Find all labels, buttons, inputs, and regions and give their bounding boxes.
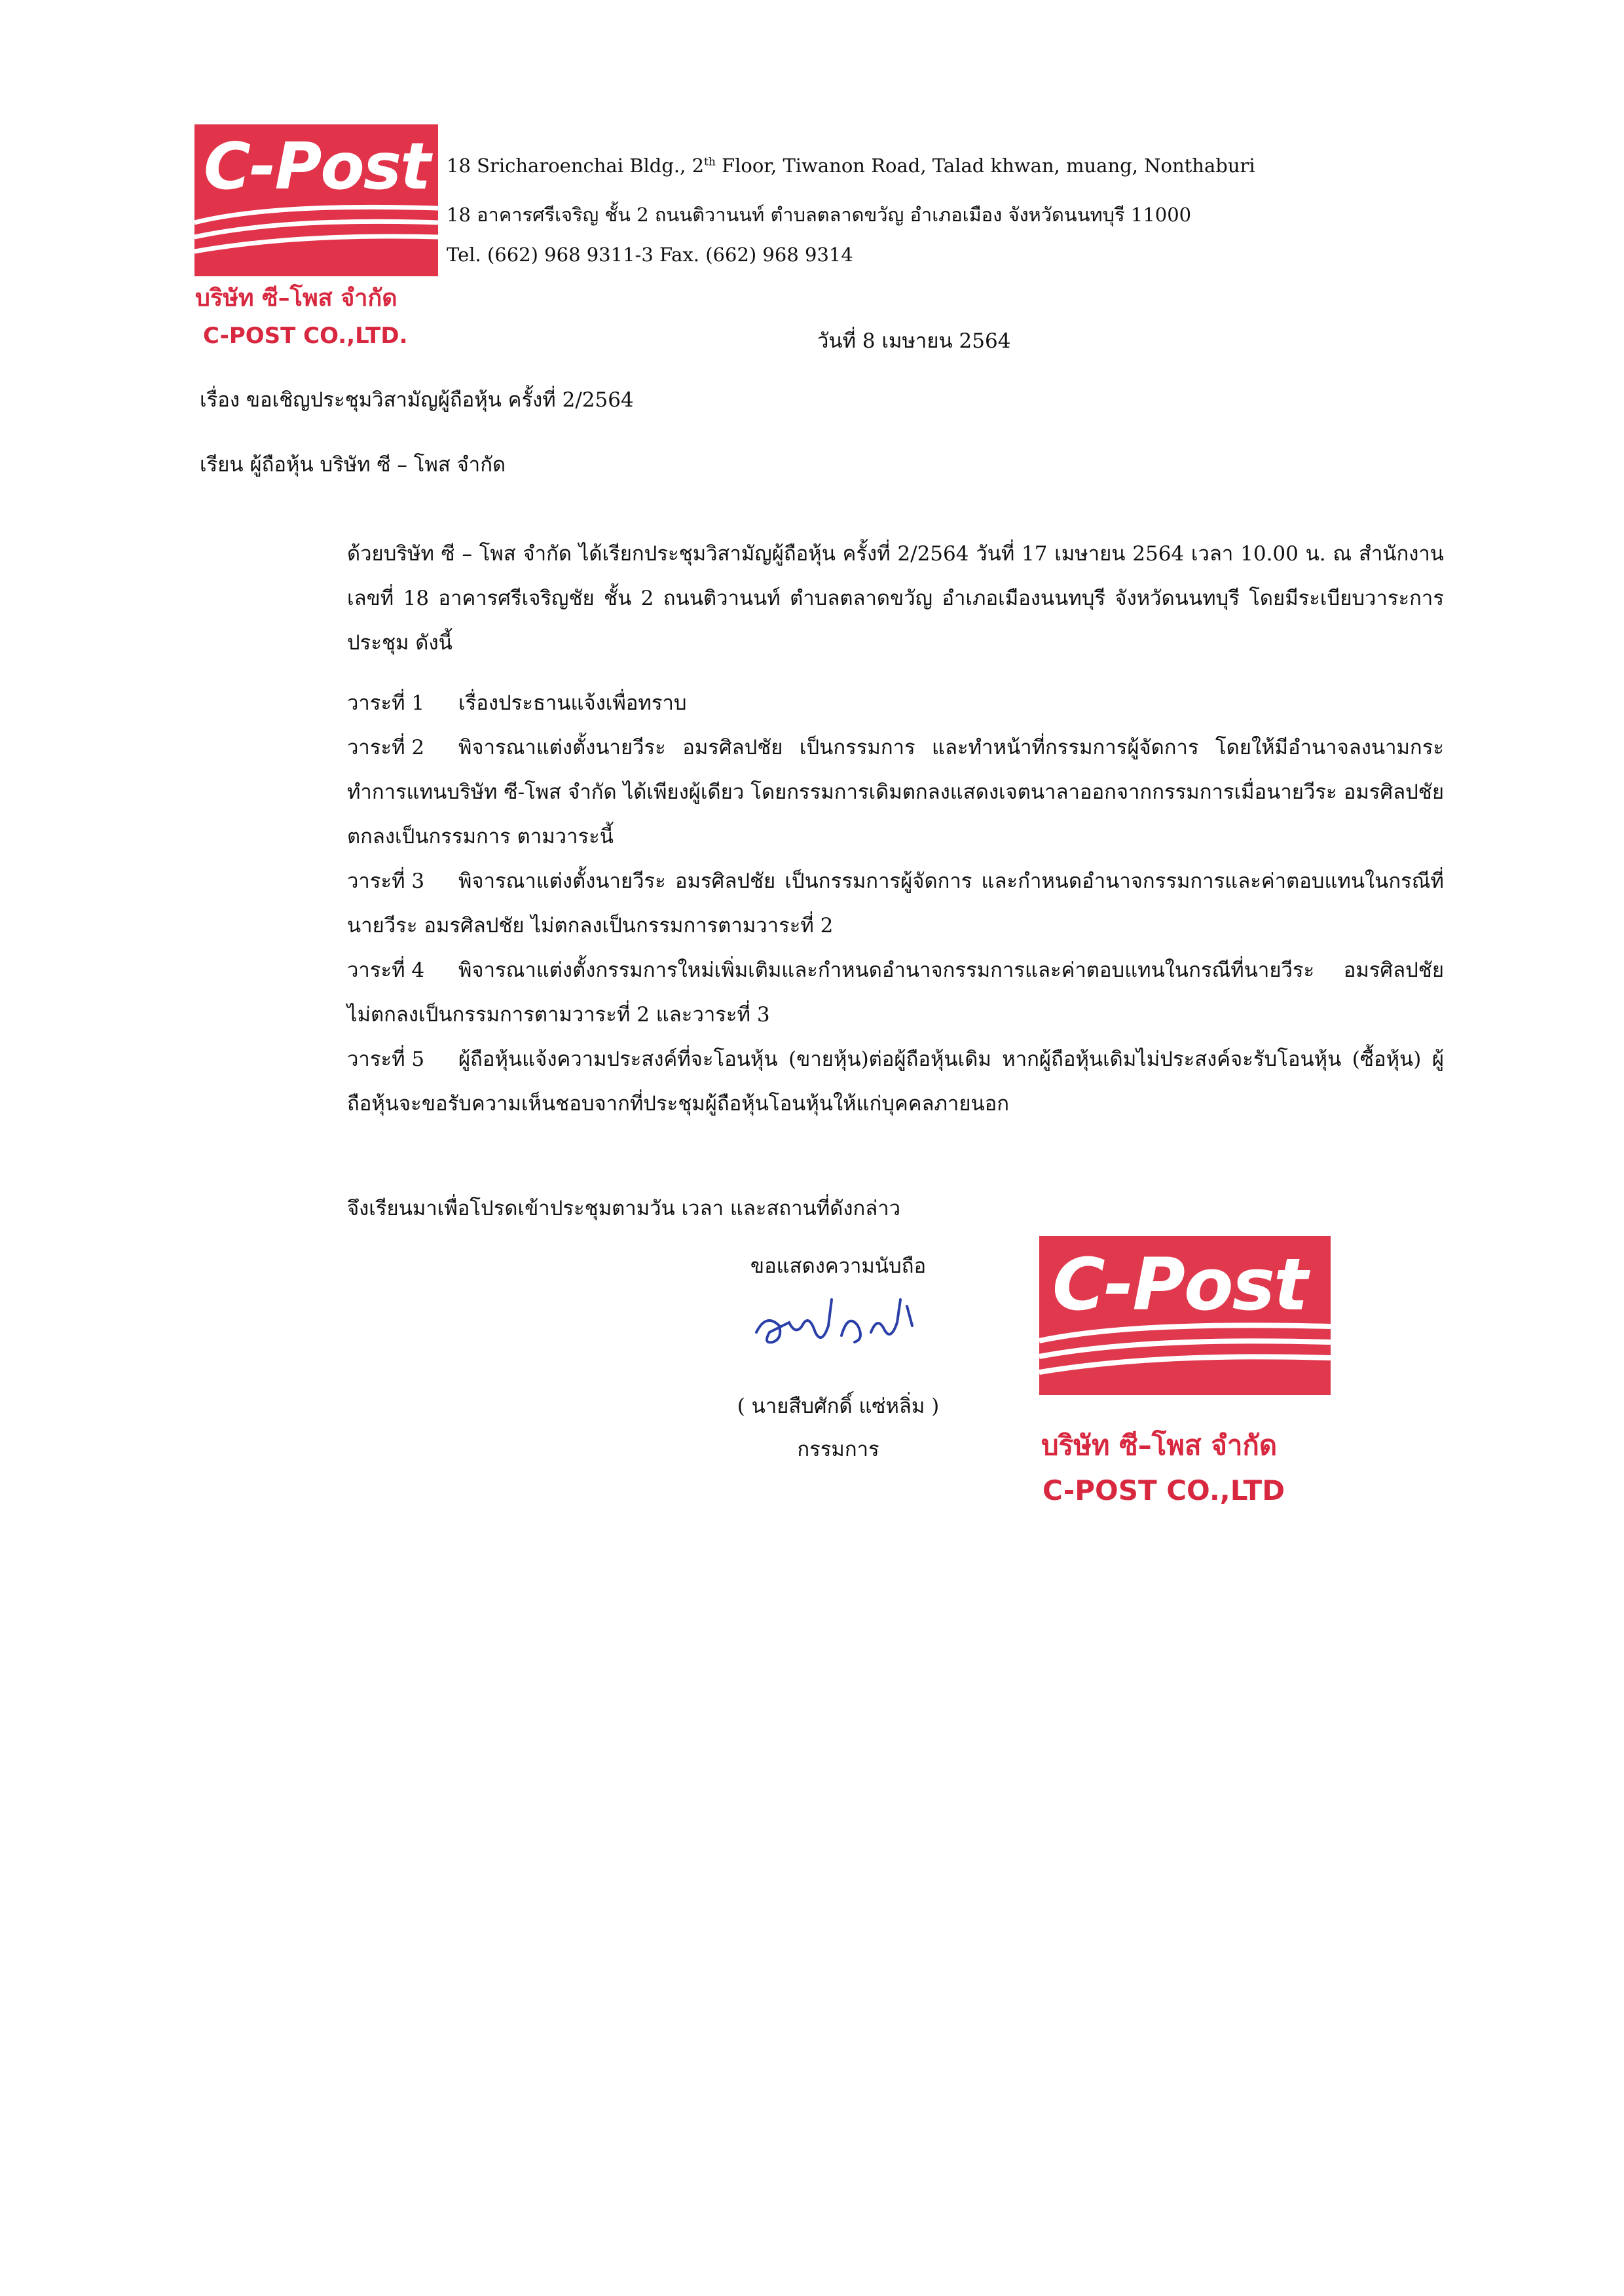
stamp-company-thai: บริษัท ซี–โพส จำกัด bbox=[1041, 1429, 1278, 1461]
handwritten-signature bbox=[743, 1286, 940, 1358]
logo-waves-graphic bbox=[194, 124, 438, 276]
signer-title: กรรมการ bbox=[797, 1438, 879, 1461]
agenda-item: วาระที่ 2 พิจารณาแต่งตั้งนายวีระ อมรศิลปชัย เป็นกรรมการ และทำหน้าที่กรรมการผู้จัดการ โดยให้มีอำนาจลงนามกระทำการแทนบริษัท ซี-โพส จำกัด ได้เพียงผู้เดียว โดยกรรมการเดิมตกลงแสดงเจตนาลาออกจากกรรมการเมื่อนายวีระ อมรศิลปชัย ตกลงเป็นกรรมการ ตามวาระนี้ bbox=[347, 736, 1444, 848]
company-name-thai: บริษัท ซี–โพส จำกัด bbox=[195, 285, 397, 312]
stamp-company-english: C-POST CO.,LTD bbox=[1043, 1474, 1285, 1506]
agenda-item: วาระที่ 1 เรื่องประธานแจ้งเพื่อทราบ bbox=[347, 691, 687, 715]
agenda-item: วาระที่ 4 พิจารณาแต่งตั้งกรรมการใหม่เพิ่มเติมและกำหนดอำนาจกรรมการและค่าตอบแทนในกรณีที่นายวีระ อมรศิลปชัย ไม่ตกลงเป็นกรรมการตามวาระที่ 2 และวาระที่ 3 bbox=[347, 958, 1444, 1027]
stamp-wordmark: C-Post bbox=[1052, 1243, 1307, 1326]
address-thai: 18 อาคารศรีเจริญ ชั้น 2 ถนนติวานนท์ ตำบลตลาดขวัญ อำเภอเมือง จังหวัดนนทบุรี 11000 bbox=[447, 204, 1192, 226]
agenda-item: วาระที่ 3 พิจารณาแต่งตั้งนายวีระ อมรศิลปชัย เป็นกรรมการผู้จัดการ และกำหนดอำนาจกรรมการและค่าตอบแทนในกรณีที่นายวีระ อมรศิลปชัย ไม่ตกลงเป็นกรรมการตามวาระที่ 2 bbox=[347, 869, 1444, 938]
address-english: 18 Sricharoenchai Bldg., 2th Floor, Tiwanon Road, Talad khwan, muang, Nonthaburi bbox=[447, 155, 1255, 177]
company-name-english: C-POST CO.,LTD. bbox=[203, 323, 408, 349]
signer-name: ( นายสืบศักดิ์ แซ่หลิ่ม ) bbox=[737, 1394, 940, 1418]
intro-paragraph: ด้วยบริษัท ซี – โพส จำกัด ได้เรียกประชุมวิสามัญผู้ถือหุ้น ครั้งที่ 2/2564 วันที่ 17 เมษายน 2564 เวลา 10.00 น. ณ สำนักงานเลขที่ 18 อาคารศรีเจริญชัย ชั้น 2 ถนนติวานนท์ ตำบลตลาดขวัญ อำเภอเมืองนนทบุรี จังหวัดนนทบุรี โดยมีระเบียบวาระการประชุม ดังนี้ bbox=[347, 542, 1444, 655]
letter-subject: เรื่อง ขอเชิญประชุมวิสามัญผู้ถือหุ้น ครั้งที่ 2/2564 bbox=[200, 388, 634, 412]
letter-date: วันที่ 8 เมษายน 2564 bbox=[817, 329, 1011, 353]
logo-wordmark: C-Post bbox=[204, 130, 430, 204]
regards-text: ขอแสดงความนับถือ bbox=[750, 1254, 927, 1278]
signature-block bbox=[707, 1249, 969, 1282]
company-logo bbox=[194, 124, 438, 276]
contact-info: Tel. (662) 968 9311-3 Fax. (662) 968 9314 bbox=[447, 244, 853, 266]
closing-sentence: จึงเรียนมาเพื่อโปรดเข้าประชุมตามวัน เวลา และสถานที่ดังกล่าว bbox=[347, 1197, 901, 1220]
stamp-waves-graphic bbox=[1039, 1236, 1331, 1395]
letter-recipient: เรียน ผู้ถือหุ้น บริษัท ซี – โพส จำกัด bbox=[200, 453, 506, 477]
agenda-item: วาระที่ 5 ผู้ถือหุ้นแจ้งความประสงค์ที่จะโอนหุ้น (ขายหุ้น)ต่อผู้ถือหุ้นเดิม หากผู้ถือหุ้นเดิมไม่ประสงค์จะรับโอนหุ้น (ซื้อหุ้น) ผู้ถือหุ้นจะขอรับความเห็นชอบจากที่ประชุมผู้ถือหุ้นโอนหุ้นให้แก่บุคคลภายนอก bbox=[347, 1048, 1444, 1116]
agenda-list bbox=[200, 681, 1444, 1126]
company-stamp bbox=[1039, 1236, 1331, 1395]
